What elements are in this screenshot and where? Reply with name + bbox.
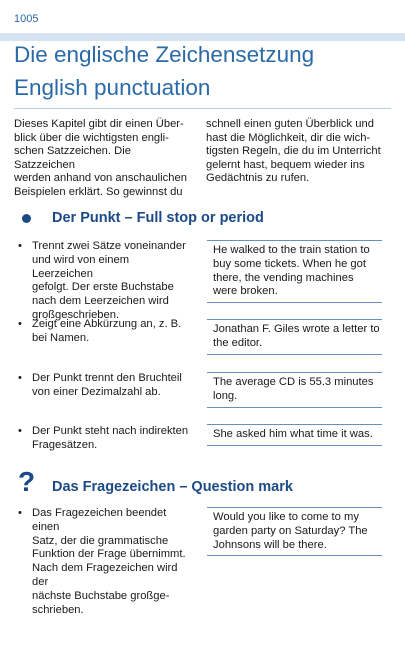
intro-divider <box>14 108 391 109</box>
full-stop-rule-3 <box>18 372 193 400</box>
bullet-icon: • <box>18 507 22 519</box>
intro-text-left: Dieses Kapitel gibt dir einen Über- blick über die wichtigsten engli- schen Satzzeichen. Die Satzzeichen werden anhand von anschaulichen Beispielen erklärt. So gewinnst du <box>14 118 187 198</box>
full-stop-example-1: He walked to the train station to buy some tickets. When he got there, the vending machines were broken. <box>207 240 382 303</box>
bullet-icon: • <box>18 372 22 384</box>
header-bar <box>0 33 405 41</box>
full-stop-section-icon <box>22 214 31 223</box>
full-stop-section-title: Der Punkt – Full stop or period <box>52 210 264 226</box>
full-stop-rule-4 <box>18 425 193 453</box>
intro-text-right: schnell einen guten Überblick und hast die Möglichkeit, dir die wich- tigsten Regeln, die du im Unterricht gelernt hast, bequem wieder ins Gedächtnis zu rufen. <box>206 118 381 185</box>
full-stop-example-2: Jonathan F. Giles wrote a letter to the editor. <box>207 319 382 355</box>
rule-text: Das Fragezeichen beendet einen Satz, der die grammatische Funktion der Frage übernimmt. Nach dem Fragezeichen wird der nächste Buchstabe großge- schrieben. <box>32 507 186 616</box>
bullet-icon: • <box>18 318 22 330</box>
full-stop-example-4: She asked him what time it was. <box>207 424 382 446</box>
rule-text: Der Punkt trennt den Bruchteil von einer Dezimalzahl ab. <box>32 372 182 398</box>
rule-text: Trennt zwei Sätze voneinander und wird von einem Leerzeichen gefolgt. Der erste Buchstabe nach dem Leerzeichen wird großgeschrieben. <box>32 240 186 321</box>
question-mark-section-icon: ? <box>18 466 36 497</box>
question-mark-rule-1 <box>18 507 193 617</box>
page-title-english: English punctuation <box>14 75 211 100</box>
page-title-german: Die englische Zeichensetzung <box>14 42 315 67</box>
page-number: 1005 <box>14 13 39 25</box>
rule-text: Zeigt eine Abkürzung an, z. B. bei Namen. <box>32 318 182 344</box>
full-stop-example-3: The average CD is 55.3 minutes long. <box>207 372 382 408</box>
bullet-icon: • <box>18 425 22 437</box>
question-mark-section-title: Das Fragezeichen – Question mark <box>52 479 293 495</box>
question-mark-example-1: Would you like to come to my garden party on Saturday? The Johnsons will be there. <box>207 507 382 556</box>
bullet-icon: • <box>18 240 22 252</box>
full-stop-rule-1 <box>18 240 193 323</box>
full-stop-rule-2 <box>18 318 193 346</box>
rule-text: Der Punkt steht nach indirekten Fragesätzen. <box>32 425 189 451</box>
